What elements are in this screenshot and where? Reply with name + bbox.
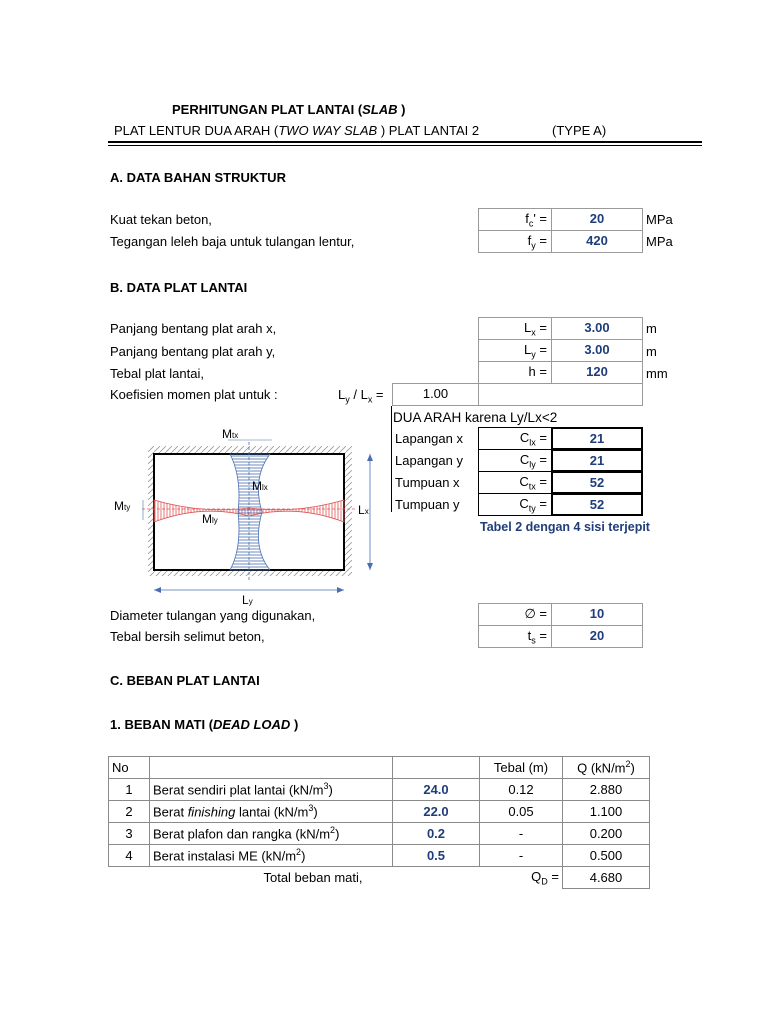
h-desc: Tebal plat lantai, [110,366,204,381]
fy-value-cell[interactable]: 420 [551,230,643,253]
header-double-rule [108,141,702,146]
table-row: 3 Berat plafon dan rangka $(kN/m^2)$ 0.2 - 0.200 [109,823,650,845]
fc-label-cell: $f_c'$ = [478,208,552,231]
ly-desc: Panjang bentang plat arah y, [110,344,276,359]
total-value: 4.680 [563,867,650,889]
label-lx: Lx [358,503,369,517]
coef-name-tumpuan-x: Tumpuan x [395,475,460,490]
h-label-cell: h = [478,361,552,384]
cly-label-cell: $C_{ly}$ = [478,449,552,472]
dua-arah-note: DUA ARAH karena Ly/Lx<2 [393,410,558,425]
h-unit: mm [646,366,668,381]
page-subtitle: PLAT LENTUR DUA ARAH (TWO WAY SLAB ) PLAT LANTAI 2 [114,123,480,138]
ctx-label-cell: $C_{tx}$ = [478,471,552,494]
ratio-empty-cell [478,383,643,406]
slab-moment-diagram [112,428,382,608]
coef-name-tumpuan-y: Tumpuan y [395,497,460,512]
dead-load-title: 1. BEBAN MATI (DEAD LOAD ) [110,717,299,732]
ctx-value-cell[interactable]: 52 [551,471,643,494]
diameter-label-cell: ∅ = [478,603,552,626]
h-value-cell[interactable]: 120 [551,361,643,384]
cty-label-cell: $C_{ty}$ = [478,493,552,516]
type-label: (TYPE A) [552,123,607,138]
fc-value-cell[interactable]: 20 [551,208,643,231]
label-mly: Mly [202,512,218,526]
fy-label-cell: $f_y$ = [478,230,552,253]
label-mtx: Mtx [222,428,239,441]
lx-desc: Panjang bentang plat arah x, [110,321,277,336]
koef-desc: Koefisien momen plat untuk : [110,387,278,402]
total-label: Total beban mati, [263,870,363,886]
label-mty: Mty [114,499,131,513]
section-b-title: B. DATA PLAT LANTAI [110,280,248,295]
header-q: Q $(kN/m^2)$ [563,757,650,779]
label-mlx: Mlx [252,479,268,493]
page-title: PERHITUNGAN PLAT LANTAI (SLAB ) [172,102,406,117]
cover-value-cell[interactable]: 20 [551,625,643,648]
clx-label-cell: $C_{lx}$ = [478,427,552,450]
dua-arah-border [391,406,392,512]
ly-value-cell[interactable]: 3.00 [551,339,643,362]
fc-unit: MPa [646,212,673,227]
table-row: 1 Berat sendiri plat lantai $(kN/m^3)$ 24.0 0.12 2.880 [109,779,650,801]
ly-label-cell: $L_y$ = [478,339,552,362]
header-tebal: Tebal (m) [480,757,563,779]
section-c-title: C. BEBAN PLAT LANTAI [110,673,260,688]
fy-unit: MPa [646,234,673,249]
ly-unit: m [646,344,657,359]
fc-desc: Kuat tekan beton, [110,212,212,227]
label-ly: Ly [242,593,253,607]
total-symbol: $Q_D$ = [531,868,559,887]
header-no: No [109,757,150,779]
cly-value-cell[interactable]: 21 [551,449,643,472]
section-a-title: A. DATA BAHAN STRUKTUR [110,170,286,185]
table-header-row [109,757,650,779]
lx-unit: m [646,321,657,336]
diameter-value-cell[interactable]: 10 [551,603,643,626]
coef-name-lapangan-y: Lapangan y [395,453,463,468]
ratio-value-cell: 1.00 [392,383,479,406]
diameter-desc: Diameter tulangan yang digunakan, [110,608,316,623]
fy-desc: Tegangan leleh baja untuk tulangan lentur, [110,234,355,249]
coef-name-lapangan-x: Lapangan x [395,431,463,446]
table-total-row [109,867,650,889]
cover-label-cell: $t_s$ = [478,625,552,648]
clx-value-cell[interactable]: 21 [551,427,643,450]
table-note: Tabel 2 dengan 4 sisi terjepit [480,520,650,534]
dead-load-table [108,756,650,889]
ratio-label: $L_y / L_x$ = [338,387,384,405]
lx-label-cell: $L_x$ = [478,317,552,340]
table-row: 4 Berat instalasi ME $(kN/m^2)$ 0.5 - 0.500 [109,845,650,867]
table-row: 2 Berat finishing lantai $(kN/m^3)$ 22.0 0.05 1.100 [109,801,650,823]
cty-value-cell[interactable]: 52 [551,493,643,516]
cover-desc: Tebal bersih selimut beton, [110,629,265,644]
lx-value-cell[interactable]: 3.00 [551,317,643,340]
